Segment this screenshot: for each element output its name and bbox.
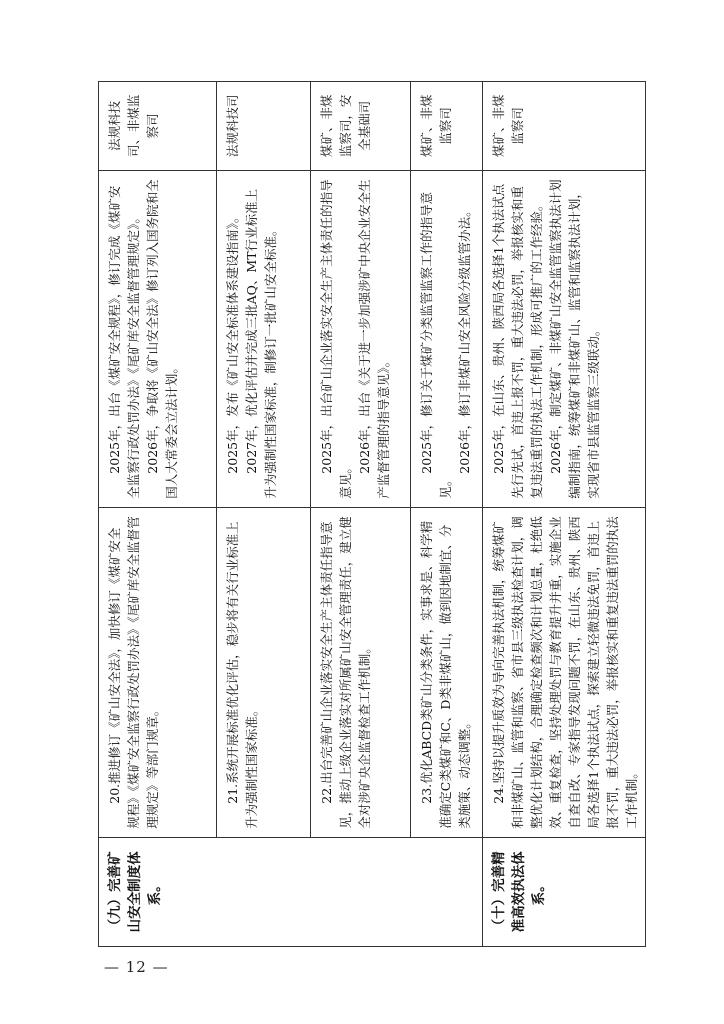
schedule-line: 2027年，优化评估并完成三批AQ、MT行业标准上升为强制性国家标准，制修订一批矿山安全标准。 [244, 188, 278, 499]
schedule-line: 2025年，出台矿山企业落实安全生产主体责任的指导意见。 [319, 179, 353, 499]
schedule-cell [311, 170, 411, 507]
dept-cell: 煤矿、非煤监察司 [411, 82, 483, 171]
schedule-line: 2026年，制定煤矿、非煤矿山安全监管监察执法计划编制指南，统筹煤矿和非煤矿山、监管和监察执法计划，实现省市县监管监察三级联动。 [548, 179, 601, 499]
page-number: — 12 — [104, 958, 169, 976]
table-row [483, 82, 646, 947]
dept-cell: 法规科技司、非煤监察司 [99, 82, 217, 171]
dept-cell: 煤矿、非煤监察司，安全基础司 [311, 82, 411, 171]
table-row [311, 82, 411, 947]
task-cell: 20.推进修订《矿山安全法》，加快修订《煤矿安全规程》《煤矿安全监察行政处罚办法》《尾矿库安全监督管理规定》等部门规章。 [99, 507, 217, 837]
schedule-cell [483, 170, 646, 507]
schedule-line: 2025年，修订关于煤矿分类监管监察工作的指导意见。 [419, 191, 453, 499]
schedule-line: 2026年，争取将《矿山安全法》修订列入国务院和全国人大常委会立法计划。 [145, 179, 179, 499]
task-table [98, 81, 646, 947]
task-cell: 24.坚持以提升质效为导向完善执法机制，统筹煤矿和非煤矿山、监管和监察、省市县三级执法检查计划，调整优化计划结构，合理确定检查频次和计划总量，杜绝低效、重复检查，坚持处理处罚与教育提升并重，实施企业自查自改、专家指导发现问题不罚，在山东、贵州、陕西局各选择1个执法试点，探索建立轻微违法免罚，首违上报不罚，重大违法必罚，举报核实和重复违法重罚的执法工作机制。 [483, 507, 646, 837]
schedule-line: 2025年，在山东、贵州、陕西局各选择1个执法试点先行先试，首违上报不罚，重大违法必罚，举报核实和重复违法重罚的执法工作机制，形成可推广的工作经验。 [491, 183, 544, 499]
schedule-line: 2025年，发布《矿山安全标准体系建设指南》。 [225, 210, 240, 474]
task-cell: 21.系统开展标准优化评估，稳步将有关行业标准上升为强制性国家标准。 [217, 507, 311, 837]
table-row [99, 82, 217, 947]
task-cell: 23.优化ABCD类矿山分类条件，实事求是、科学精准确定C类煤矿和C、D类非煤矿山，做到因地制宜、分类施策、动态调整。 [411, 507, 483, 837]
schedule-cell [99, 170, 217, 507]
dept-cell: 法规科技司 [217, 82, 311, 171]
task-cell: 22.出台完善矿山企业落实安全生产主体责任指导意见，推动上级企业落实对所属矿山安全管理责任，建立健全对涉矿央企监督检查工作机制。 [311, 507, 411, 837]
category-cell: （九）完善矿山安全制度体系。 [99, 837, 483, 946]
schedule-line: 2026年，出台《关于进一步加强涉矿中央企业安全生产监督管理的指导意见》。 [357, 179, 391, 499]
table-row [217, 82, 311, 947]
schedule-line: 2026年，修订非煤矿山安全风险分级监管办法。 [457, 204, 472, 474]
category-cell: （十）完善精准高效执法体系。 [483, 837, 646, 946]
schedule-cell [411, 170, 483, 507]
rotated-table-container [98, 81, 639, 947]
schedule-cell [217, 170, 311, 507]
table-row [411, 82, 483, 947]
schedule-line: 2025年，出台《煤矿安全规程》，修订完成《煤矿安全监察行政处罚办法》《尾矿库安全监督管理规定》。 [107, 185, 141, 499]
dept-cell: 煤矿、非煤监察司 [483, 82, 646, 171]
